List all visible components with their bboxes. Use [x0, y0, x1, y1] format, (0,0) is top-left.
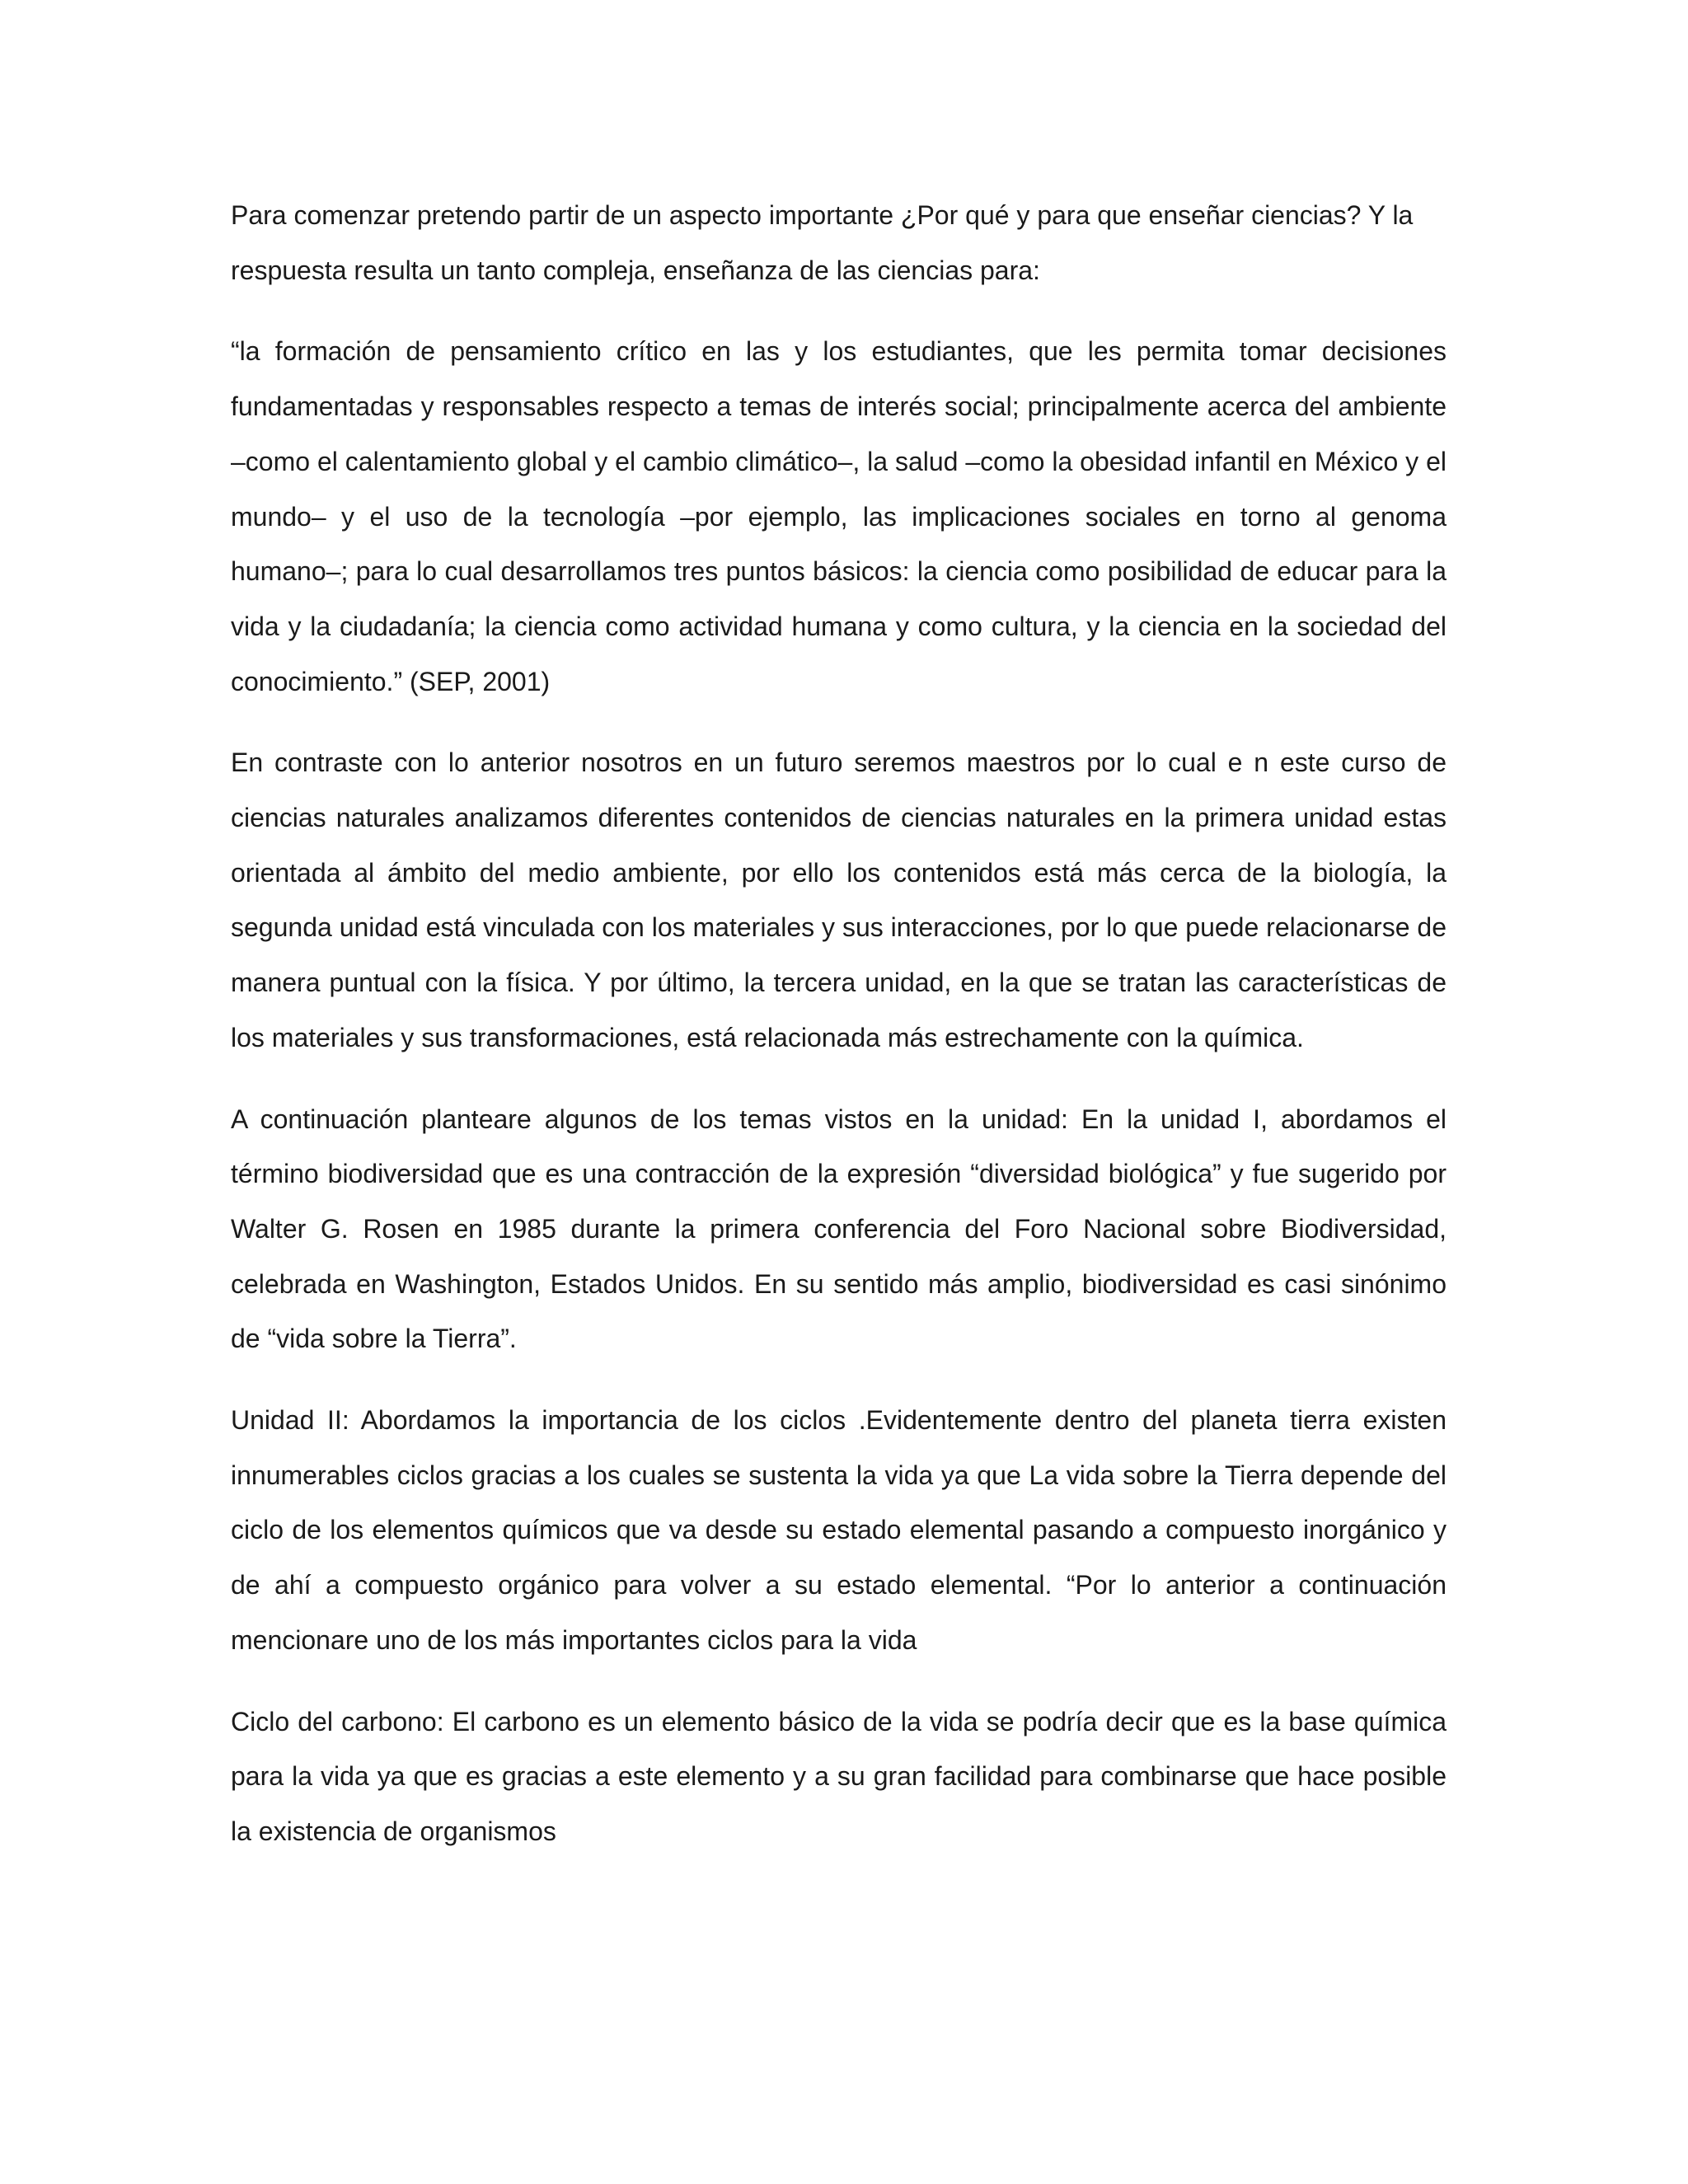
paragraph-intro: Para comenzar pretendo partir de un aspecto importante ¿Por qué y para que enseñar ciencias? Y la respuesta resulta un tanto compleja, enseñanza de las ciencias para:	[231, 200, 1414, 285]
paragraph-carbon-cycle: Ciclo del carbono: El carbono es un elemento básico de la vida se podría decir que es la base química para la vida ya que es gracias a este elemento y a su gran facilidad para combinarse que hace posible la existencia de organismos	[231, 1706, 1447, 1846]
paragraph-unit-two-cycles: Unidad II: Abordamos la importancia de los ciclos .Evidentemente dentro del planeta tierra existen innumerables ciclos gracias a los cuales se sustenta la vida ya que La vida sobre la Tierra depende del ciclo de los elementos químicos que va desde su estado elemental pasando a compuesto inorgánico y de ahí a compuesto orgánico para volver a su estado elemental. “Por lo anterior a continuación mencionare uno de los más importantes ciclos para la vida	[231, 1405, 1447, 1655]
paragraph-unit-one-biodiversity: A continuación planteare algunos de los temas vistos en la unidad: En la unidad I, abordamos el término biodiversidad que es una contracción de la expresión “diversidad biológica” y fue sugerido por Walter G. Rosen en 1985 durante la primera conferencia del Foro Nacional sobre Biodiversidad, celebrada en Washington, Estados Unidos. En su sentido más amplio, biodiversidad es casi sinónimo de “vida sobre la Tierra”.	[231, 1104, 1447, 1354]
document-body	[231, 188, 1447, 1886]
paragraph-quote-sep: “la formación de pensamiento crítico en las y los estudiantes, que les permita tomar decisiones fundamentadas y responsables respecto a temas de interés social; principalmente acerca del ambiente –como el calentamiento global y el cambio climático–, la salud –como la obesidad infantil en México y el mundo– y el uso de la tecnología –por ejemplo, las implicaciones sociales en torno al genoma humano–; para lo cual desarrollamos tres puntos básicos: la ciencia como posibilidad de educar para la vida y la ciudadanía; la ciencia como actividad humana y como cultura, y la ciencia en la sociedad del conocimiento.” (SEP, 2001)	[231, 336, 1447, 696]
paragraph-course-units: En contraste con lo anterior nosotros en un futuro seremos maestros por lo cual e n este curso de ciencias naturales analizamos diferentes contenidos de ciencias naturales en la primera unidad estas orientada al ámbito del medio ambiente, por ello los contenidos está más cerca de la biología, la segunda unidad está vinculada con los materiales y sus interacciones, por lo que puede relacionarse de manera puntual con la física. Y por último, la tercera unidad, en la que se tratan las características de los materiales y sus transformaciones, está relacionada más estrechamente con la química.	[231, 748, 1447, 1052]
